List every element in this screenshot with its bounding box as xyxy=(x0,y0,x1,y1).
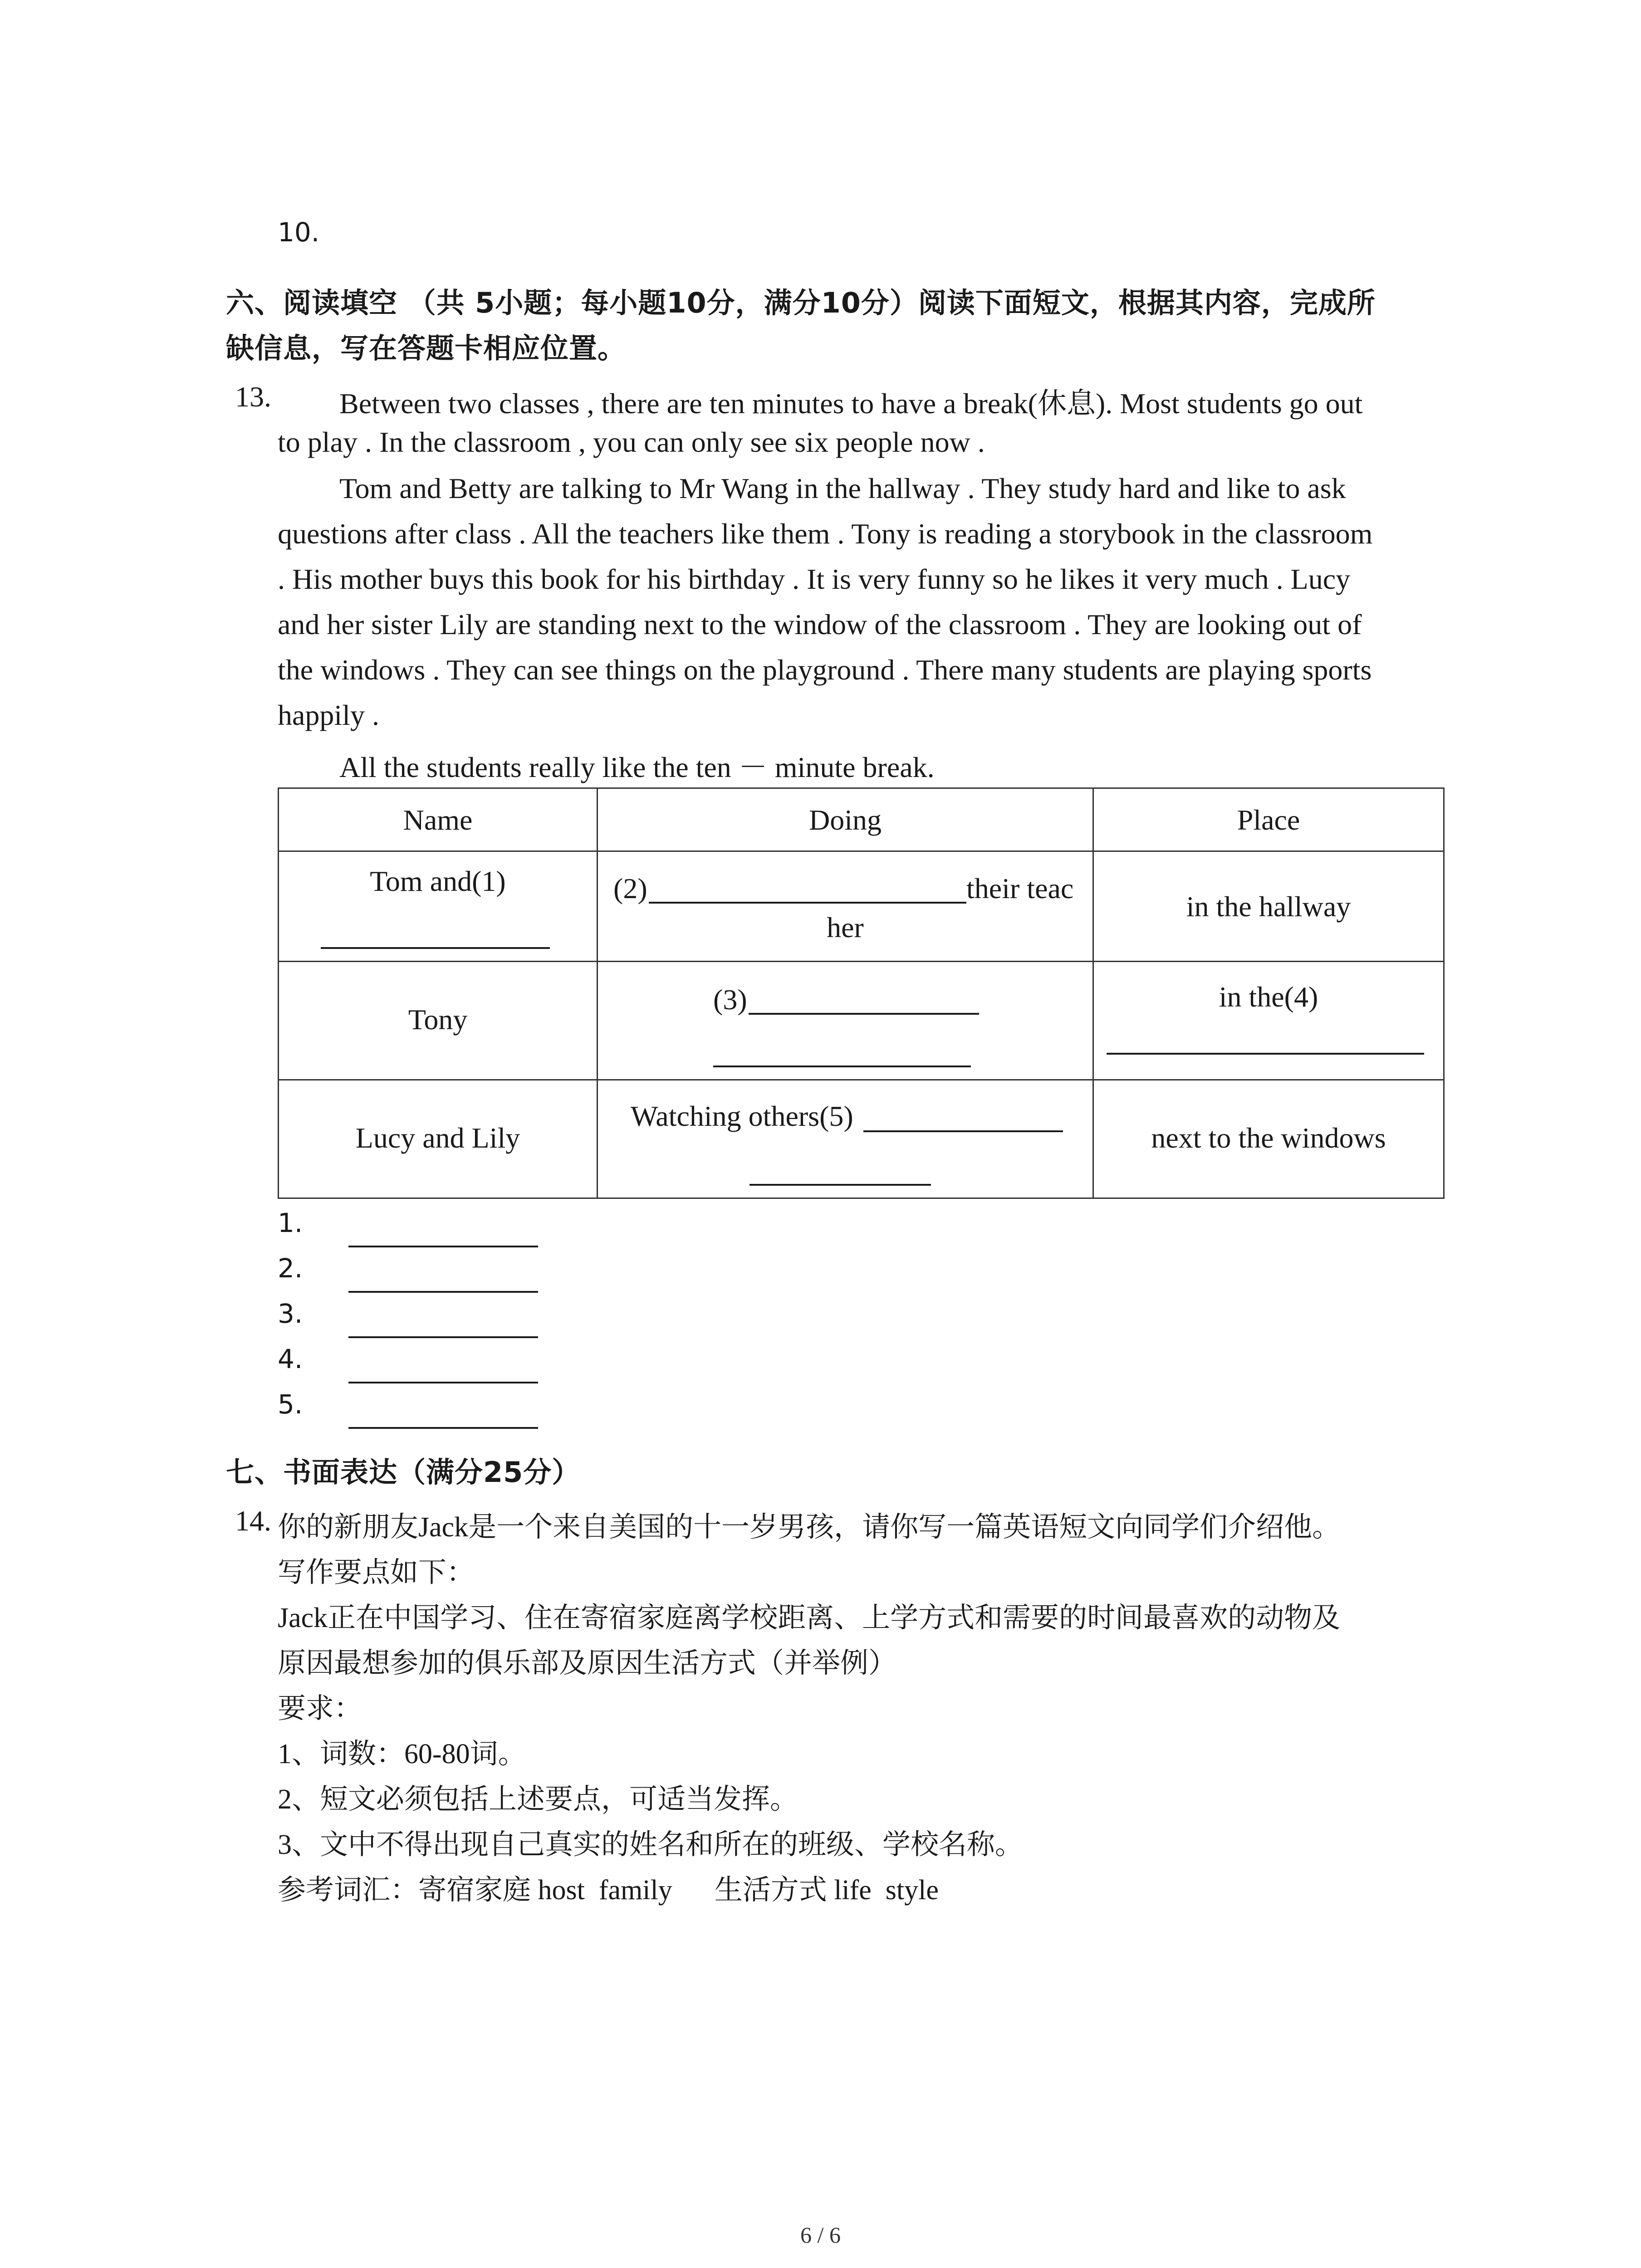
row1-place: in the hallway xyxy=(1186,890,1351,923)
section-6-heading-line-2: 缺信息，写在答题卡相应位置。 xyxy=(226,332,627,365)
row2-place: in the(4) xyxy=(1219,981,1318,1013)
row1-name: Tom and(1) xyxy=(370,865,506,897)
table-row xyxy=(279,962,1444,1080)
question-14-number: 14. xyxy=(235,1505,271,1537)
passage-line-5: . His mother buys this book for his birthday . It is very funny so he likes it very much . Lucy xyxy=(278,563,1351,595)
header-place: Place xyxy=(1237,804,1300,836)
row1-doing-text: their teac xyxy=(966,872,1074,904)
q14-line-3: Jack正在中国学习、住在寄宿家庭离学校距离、上学方式和需要的时间最喜欢的动物及 xyxy=(278,1603,1341,1633)
blank-5[interactable] xyxy=(863,1130,1063,1132)
section-6-heading-line-1: 六、阅读填空 （共 5小题；每小题10分，满分10分）阅读下面短文，根据其内容，完成所 xyxy=(226,286,1376,319)
blank-3-line-2[interactable] xyxy=(713,1066,971,1067)
passage-line-2: to play . In the classroom , you can only see six people now . xyxy=(278,426,985,458)
blank-2[interactable] xyxy=(649,902,966,904)
question-13-number: 13. xyxy=(235,381,271,413)
q14-line-5: 要求： xyxy=(278,1693,362,1724)
question-10-number: 10. xyxy=(278,217,320,248)
q14-line-7: 2、短文必须包括上述要点，可适当发挥。 xyxy=(278,1784,798,1815)
q14-line-9: 参考词汇：寄宿家庭 host family 生活方式 life style xyxy=(278,1875,939,1906)
table-row xyxy=(279,1080,1444,1198)
answer-line-5[interactable] xyxy=(348,1427,538,1429)
row2-name: Tony xyxy=(408,1003,468,1036)
passage-line-1: Between two classes , there are ten minutes to have a break(休息). Most students go out xyxy=(339,387,1363,420)
passage-line-8: happily . xyxy=(278,699,379,731)
passage-line-7: the windows . They can see things on the playground . There many students are playing sports xyxy=(278,654,1372,686)
blank-4[interactable] xyxy=(1107,1053,1424,1055)
row3-place: next to the windows xyxy=(1151,1122,1386,1154)
passage-line-4: questions after class . All the teachers like them . Tony is reading a storybook in the classroom xyxy=(278,518,1373,550)
answer-line-3[interactable] xyxy=(348,1336,538,1338)
row1-doing-text-wrap: her xyxy=(827,911,864,943)
q14-line-6: 1、词数：60-80词。 xyxy=(278,1739,526,1769)
answer-label-5: 5. xyxy=(278,1389,303,1420)
blank-5-line-2[interactable] xyxy=(749,1184,931,1186)
answer-label-2: 2. xyxy=(278,1253,303,1284)
passage-line-6: and her sister Lily are standing next to the window of the classroom . They are looking out of xyxy=(278,608,1362,640)
row3-doing-text: Watching others(5) xyxy=(631,1100,853,1132)
q14-line-8: 3、文中不得出现自己真实的姓名和所在的班级、学校名称。 xyxy=(278,1829,1024,1860)
q14-line-4: 原因最想参加的俱乐部及原因生活方式（并举例） xyxy=(278,1648,897,1679)
header-name: Name xyxy=(403,804,473,836)
q14-line-1: 你的新朋友Jack是一个来自美国的十一岁男孩，请你写一篇英语短文向同学们介绍他。 xyxy=(278,1512,1341,1543)
answer-label-1: 1. xyxy=(278,1207,303,1238)
row2-doing-number: (3) xyxy=(713,983,747,1016)
passage-line-3: Tom and Betty are talking to Mr Wang in the hallway . They study hard and like to ask xyxy=(339,472,1346,504)
blank-1[interactable] xyxy=(321,947,550,949)
blank-3[interactable] xyxy=(749,1013,979,1015)
passage-line-9: All the students really like the ten － minute break. xyxy=(339,751,935,783)
header-doing: Doing xyxy=(809,804,882,836)
row1-doing-number: (2) xyxy=(613,872,647,904)
answer-line-1[interactable] xyxy=(348,1246,538,1247)
section-7-heading: 七、书面表达（满分25分） xyxy=(226,1456,581,1489)
q14-line-2: 写作要点如下： xyxy=(278,1557,475,1588)
answer-label-3: 3. xyxy=(278,1298,303,1329)
table-row xyxy=(279,851,1444,962)
table-header-row xyxy=(279,788,1444,851)
answer-label-4: 4. xyxy=(278,1344,303,1374)
page-number: 6 / 6 xyxy=(800,2222,841,2248)
answer-line-4[interactable] xyxy=(348,1382,538,1383)
info-table xyxy=(278,787,1445,1199)
row3-name: Lucy and Lily xyxy=(355,1122,520,1154)
answer-line-2[interactable] xyxy=(348,1291,538,1293)
